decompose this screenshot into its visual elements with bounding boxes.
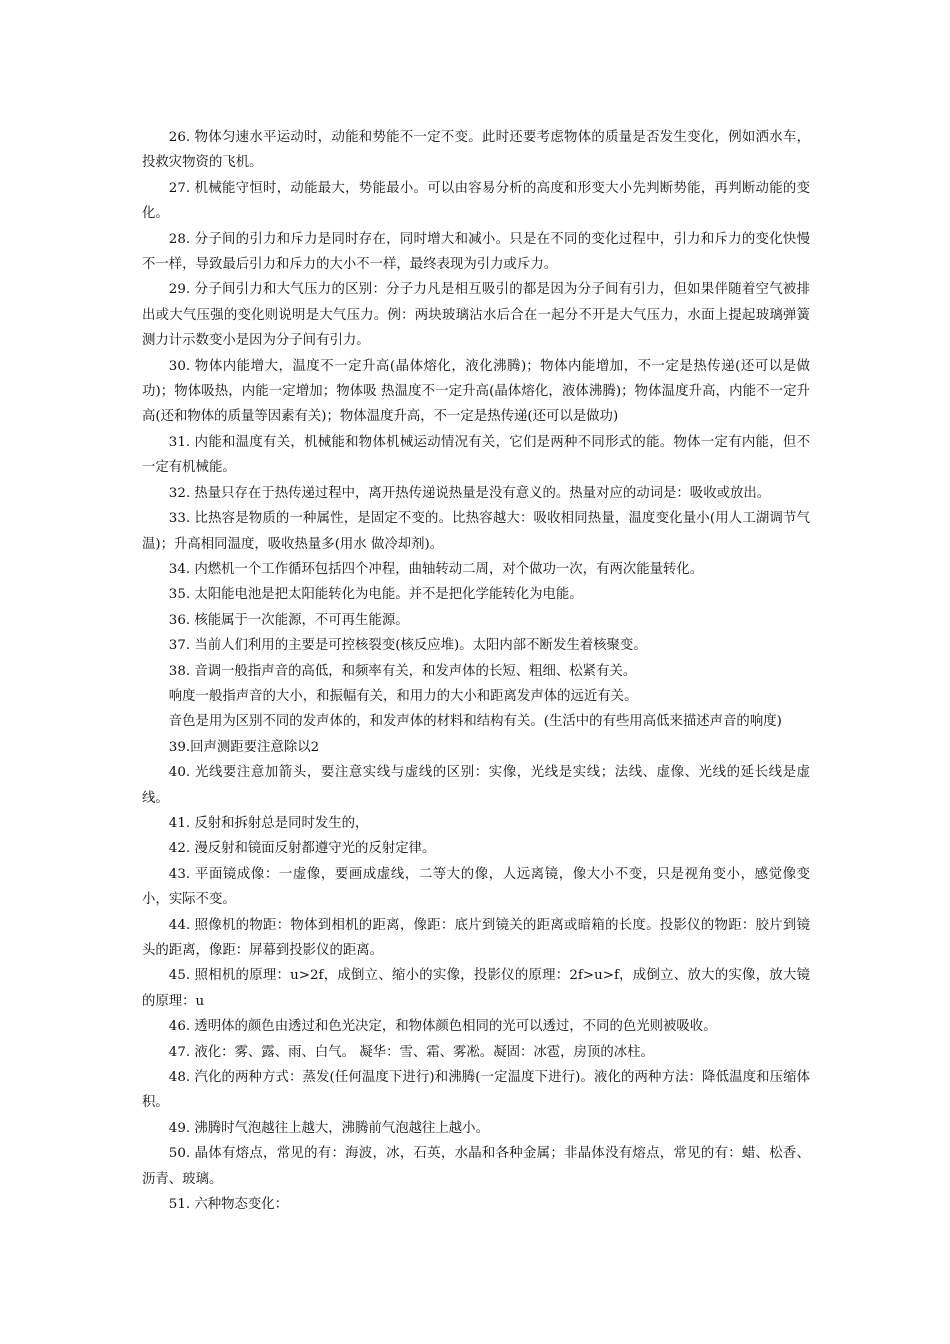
paragraph: 31. 内能和温度有关，机械能和物体机械运动情况有关，它们是两种不同形式的能。物体一定有内能，但不一定有机械能。: [142, 434, 810, 476]
paragraph: 49. 沸腾时气泡越往上越大，沸腾前气泡越往上越小。: [168, 1120, 489, 1136]
paragraph: 36. 核能属于一次能源，不可再生能源。: [168, 612, 409, 628]
paragraph: 音色是用为区别不同的发声体的，和发声体的材料和结构有关。(生活中的有些用高低来描述声音的响度): [168, 714, 782, 730]
paragraph: 47. 液化：雾、露、雨、白气。 凝华：雪、霜、雾凇。凝固：冰雹，房顶的冰柱。: [168, 1044, 654, 1060]
paragraph: 45. 照相机的原理：u>2f，成倒立、缩小的实像，投影仪的原理：2f>u>f，成倒立、放大的实像，放大镜的原理：u: [142, 968, 810, 1009]
paragraph: 46. 透明体的颜色由透过和色光决定，和物体颜色相同的光可以透过，不同的色光则被吸收。: [168, 1019, 717, 1035]
paragraph: 32. 热量只存在于热传递过程中，离开热传递说热量是没有意义的。热量对应的动词是：吸收或放出。: [168, 485, 771, 501]
paragraph: 30. 物体内能增大，温度不一定升高(晶体熔化，液化沸腾)；物体内能增加，不一定是热传递(还可以是做功)；物体吸热，内能一定增加；物体吸 热温度不一定升高(晶体熔化，液体沸腾)；物体温度升高，内能不一定升高(还和物体的质量等因素有关)；物体温度升高，不一定是热传递(还可以是做功): [142, 358, 810, 425]
paragraph: 50. 晶体有熔点，常见的有：海波，冰，石英，水晶和各种金属；非晶体没有熔点，常见的有：蜡、松香、沥青、玻璃。: [142, 1146, 810, 1187]
paragraph: 33. 比热容是物质的一种属性，是固定不变的。比热容越大：吸收相同热量，温度变化量小(用人工湖调节气温)；升高相同温度，吸收热量多(用水 做冷却剂)。: [142, 511, 810, 552]
paragraph: 48. 汽化的两种方式：蒸发(任何温度下进行)和沸腾(一定温度下进行)。液化的两种方法：降低温度和压缩体积。: [142, 1070, 810, 1111]
paragraph: 41. 反射和拆射总是同时发生的，: [168, 815, 369, 831]
document-page: [142, 125, 810, 1217]
paragraph: 35. 太阳能电池是把太阳能转化为电能。并不是把化学能转化为电能。: [168, 587, 583, 603]
paragraph: 响度一般指声音的大小，和振幅有关，和用力的大小和距离发声体的远近有关。: [168, 688, 638, 704]
paragraph: 44. 照像机的物距：物体到相机的距离，像距：底片到镜关的距离或暗箱的长度。投影仪的物距：胶片到镜头的距离，像距：屏幕到投影仪的距离。: [142, 917, 810, 958]
paragraph: 42. 漫反射和镜面反射都遵守光的反射定律。: [168, 841, 436, 857]
paragraph: 28. 分子间的引力和斥力是同时存在，同时增大和减小。只是在不同的变化过程中，引力和斥力的变化快慢不一样，导致最后引力和斥力的大小不一样，最终表现为引力或斥力。: [142, 231, 810, 273]
paragraph: 39.回声测距要注意除以2: [168, 739, 320, 755]
paragraph: 26. 物体匀速水平运动时，动能和势能不一定不变。此时还要考虑物体的质量是否发生变化，例如洒水车，投救灾物资的飞机。: [142, 130, 810, 171]
paragraph: 51. 六种物态变化：: [168, 1197, 289, 1213]
paragraph: 43. 平面镜成像：一虚像，要画成虚线，二等大的像，人远离镜，像大小不变，只是视角变小，感觉像变小，实际不变。: [142, 866, 810, 908]
paragraph: 40. 光线要注意加箭头，要注意实线与虚线的区别：实像，光线是实线；法线、虚像、光线的延长线是虚线。: [142, 765, 810, 806]
paragraph: 38. 音调一般指声音的高低，和频率有关，和发声体的长短、粗细、松紧有关。: [168, 663, 637, 679]
paragraph: 34. 内燃机一个工作循环包括四个冲程，曲轴转动二周，对个做功一次，有两次能量转化。: [168, 561, 704, 577]
paragraph: 29. 分子间引力和大气压力的区别：分子力凡是相互吸引的都是因为分子间有引力，但如果伴随着空气被排出或大气压强的变化则说明是大气压力。例：两块玻璃沾水后合在一起分不开是大气压力，水面上提起玻璃弹簧测力计示数变小是因为分子间有引力。: [142, 282, 810, 349]
paragraph: 37. 当前人们利用的主要是可控核裂变(核反应堆)。太阳内部不断发生着核聚变。: [168, 638, 647, 654]
paragraph: 27. 机械能守恒时，动能最大，势能最小。可以由容易分析的高度和形变大小先判断势能，再判断动能的变化。: [142, 180, 810, 222]
